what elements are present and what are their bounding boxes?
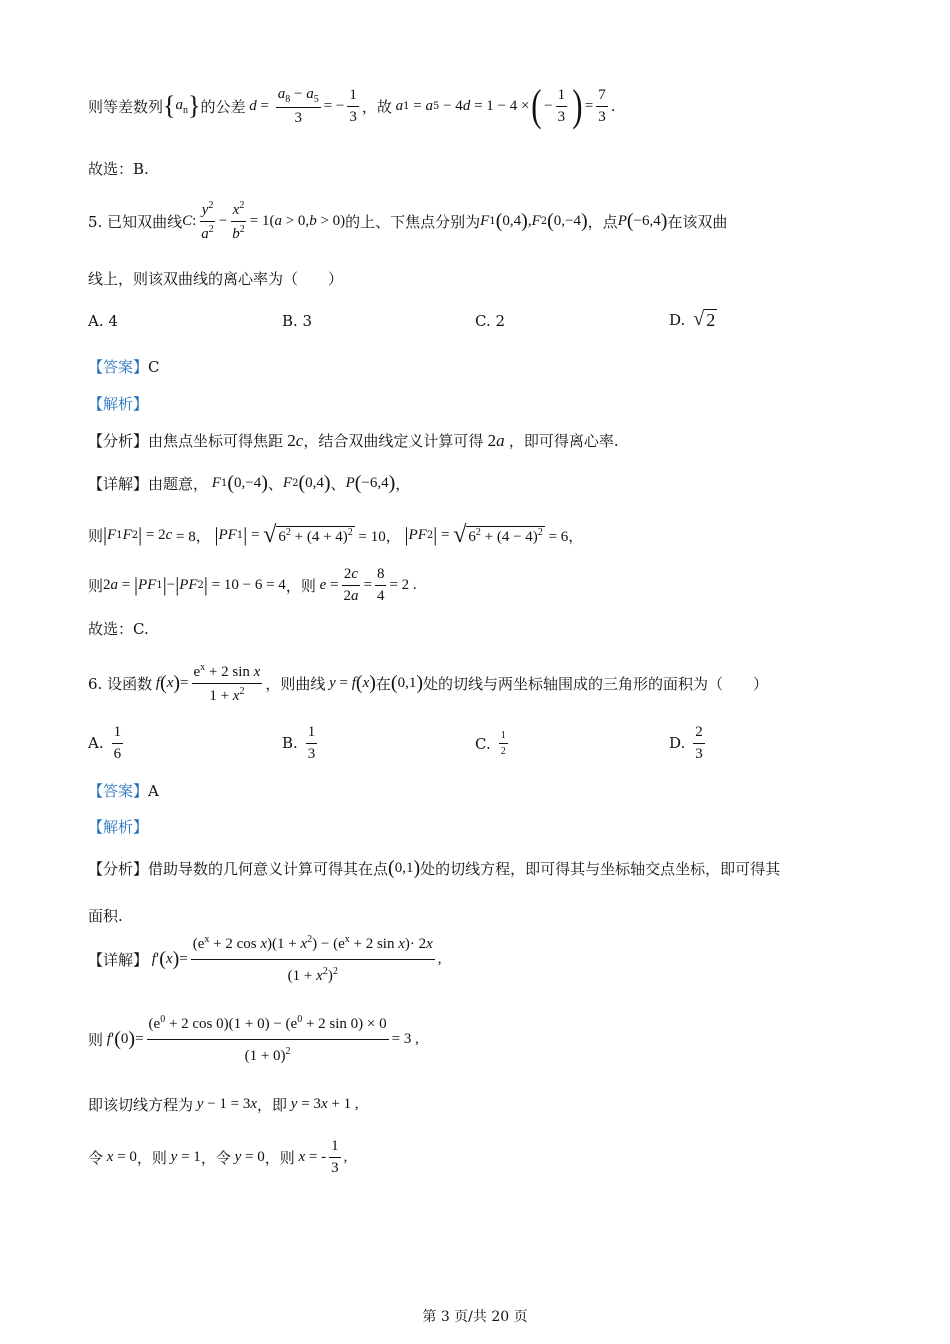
text: 的上、下焦点分别为	[345, 212, 481, 231]
fenxi-tag: 【分析】	[88, 860, 149, 878]
text: 由题意，	[148, 475, 209, 493]
q6-option-c[interactable]: C. $\frac{1}{2}$	[475, 730, 506, 757]
q5-answer	[88, 356, 160, 377]
q5-stem-line2	[88, 268, 343, 289]
text: ，点	[587, 212, 618, 231]
answer-tag: 【答案】	[88, 358, 149, 376]
text: 在	[375, 674, 391, 693]
text: C. 2	[475, 312, 506, 330]
text: D.	[669, 310, 686, 329]
text: 5. 已知双曲线	[88, 212, 183, 231]
text: ，即可得离心率.	[508, 432, 619, 450]
text: 故选：C.	[88, 620, 149, 638]
q6-option-a[interactable]: A. $\frac{1}{6}$	[88, 724, 122, 762]
text: 在该双曲	[667, 212, 728, 231]
text: 则	[88, 527, 104, 545]
fenxi-tag: 【分析】	[88, 432, 149, 450]
text: C.	[475, 734, 491, 753]
q6-answer	[88, 780, 159, 801]
q5-option-b[interactable]	[282, 312, 312, 330]
q5-option-c[interactable]	[475, 312, 505, 330]
q5-distances: 则 | F 1 F 2 | = 2 c = 8， | PF 1 | = √ $6^2 + (4 + 4)^2$ = 10， | PF 2 | = √ $6^2 + (4 - 4)^2$ = 6，	[88, 522, 584, 548]
analysis-tag: 【解析】	[88, 818, 149, 836]
q6-analysis	[88, 816, 148, 837]
text: ，故	[361, 97, 392, 116]
text: B. 3	[282, 312, 313, 330]
q6-stem: 6. 设函数 f ( x ) = $\frac{e^x + 2 \sin x}{1 + x^2}$ ，则曲线 y = f ( x ) 在 ( 0,1 ) 处的切线与两坐标轴围成的三角形的面积为（ ）	[88, 662, 769, 704]
line-common-difference: 则等差数列 { $a_n$ } 的公差 d = $\frac{a_8 - a_5}{3}$ = − $\frac{1}{3}$ ，故 a 1 = a 5 − 4 d = 1 − 4 × ( − $\frac{1}{3}$ ) = $\frac{7}{3}$ .	[88, 81, 616, 130]
text: 6. 设函数	[88, 674, 153, 693]
answer-value: A	[148, 781, 159, 800]
answer-value: C	[148, 357, 160, 376]
text: 面积.	[88, 907, 123, 925]
q5-fenxi: 【分析】 由焦点坐标可得焦距 2c ，结合双曲线定义计算可得 2a ，即可得离心率.	[88, 430, 619, 450]
text: ，则	[264, 1148, 295, 1167]
q5-analysis	[88, 393, 148, 414]
q6-fenxi: 【分析】 借助导数的几何意义计算可得其在点 ( 0,1 ) 处的切线方程，即可得其与坐标轴交点坐标，即可得其	[88, 857, 781, 879]
answer-tag: 【答案】	[88, 782, 149, 800]
q6-fenxi-line2	[88, 905, 123, 926]
q6-option-d[interactable]: D. $\frac{2}{3}$	[669, 724, 703, 762]
text: A. 4	[88, 312, 118, 330]
text: .	[610, 97, 616, 115]
text: ，则曲线	[265, 674, 326, 693]
page-footer: 第 3 页/共 20 页	[422, 1309, 528, 1325]
text: 、	[330, 475, 346, 493]
q5-detail: 【详解】 由题意， F 1 ( 0,−4 ) 、 F 2 ( 0,4 ) 、 P ( −6,4 ) ，	[88, 472, 411, 494]
text: ，结合双曲线定义计算可得	[303, 432, 484, 450]
text: 的公差	[200, 97, 246, 116]
text: A.	[88, 734, 104, 752]
detail-tag: 【详解】	[88, 950, 149, 969]
text: ，则	[285, 576, 316, 595]
text: D.	[669, 734, 686, 752]
q5-stem: 5. 已知双曲线 C : $\frac{y^2}{a^2}$ − $\frac{x^2}{b^2}$ = 1( a > 0, b > 0) 的上、下焦点分别为 F 1 ( 0,4 ) , F 2 ( 0,−4 ) ，点 P ( −6,4 ) 在该双曲	[88, 200, 728, 242]
text: 、	[267, 475, 283, 493]
analysis-tag: 【解析】	[88, 395, 149, 413]
q6-derivative: 【详解】 f ′ ( x ) = $\frac{(e^x + 2 \cos x)(1 + x^2) - (e^x + 2 \sin x)\cdot 2x}{(1 + x^2)^2}$ ,	[88, 934, 442, 984]
text: ，则	[136, 1148, 167, 1167]
text: ，即	[257, 1096, 288, 1114]
text: 则等差数列	[88, 97, 164, 116]
q6-option-b[interactable]: B. $\frac{1}{3}$	[282, 724, 316, 762]
text: ，令	[200, 1148, 231, 1167]
line-choose-b	[88, 158, 149, 179]
text: B.	[282, 734, 298, 752]
q6-intercepts: 令 x = 0 ，则 y = 1 ，令 y = 0 ，则 x = - $\frac{1}{3}$ ,	[88, 1138, 348, 1176]
text: 由焦点坐标可得焦距	[148, 432, 284, 450]
text: 则	[88, 576, 104, 595]
text: 则	[88, 1030, 104, 1049]
text: 处的切线方程，即可得其与坐标轴交点坐标，即可得其	[420, 860, 781, 878]
text: 借助导数的几何意义计算可得其在点	[148, 860, 389, 878]
q6-tangent-line: 即该切线方程为 y − 1 = 3 x ，即 y = 3 x + 1 ,	[88, 1096, 359, 1114]
q6-derivative-at-zero: 则 f ′ ( 0 ) = $\frac{(e^0 + 2 \cos 0)(1 + 0) - (e^0 + 2 \sin 0) \times 0}{(1 + 0)^2}$ = 3 ,	[88, 1014, 419, 1064]
text: 处的切线与两坐标轴围成的三角形的面积为（ ）	[423, 674, 769, 693]
q5-choose	[88, 618, 149, 639]
q5-eccentricity: 则 2 a = | PF 1 | − | PF 2 | = 10 − 6 = 4 ，则 e = $\frac{2c}{2a}$ = $\frac{8}{4}$ = 2 .	[88, 566, 417, 604]
text: 线上，则该双曲线的离心率为（ ）	[88, 270, 344, 288]
q5-option-a[interactable]	[88, 312, 118, 330]
text: 故选：B.	[88, 160, 149, 178]
text: 令	[88, 1148, 104, 1167]
detail-tag: 【详解】	[88, 475, 149, 493]
text: 即该切线方程为	[88, 1096, 194, 1114]
q5-option-d[interactable]: D. √ 2	[669, 308, 716, 330]
